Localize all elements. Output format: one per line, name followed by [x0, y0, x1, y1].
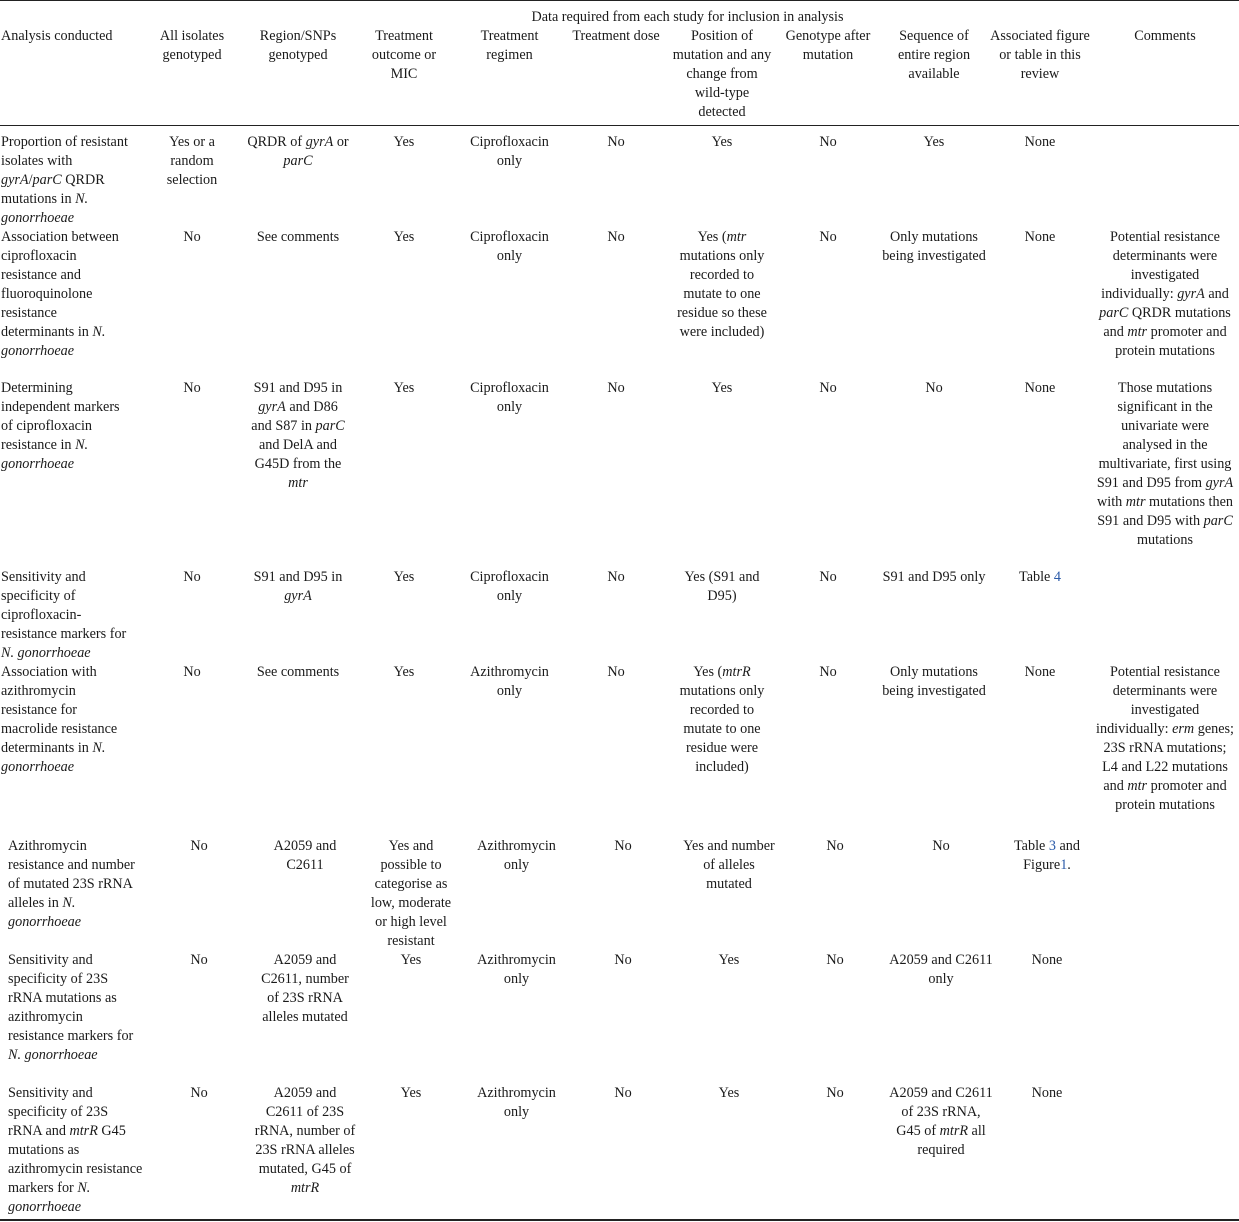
cell-comments: [1096, 228, 1234, 361]
cell-position: [672, 379, 772, 398]
sequence-text: A2059 and C2611 only: [889, 952, 993, 987]
cell-regimen: Ciprofloxacin only: [470, 380, 549, 415]
analysis-text: Azithromycin resistance and number of mutated 23S rRNA alleles in N. gonorrhoeae: [8, 838, 135, 930]
cell-position: [672, 228, 772, 342]
analysis-text: Proportion of resistant isolates with gyrA/parC QRDR mutations in N. gonorrhoeae: [1, 134, 128, 226]
header-all-isolates: All isolates genotyped: [159, 28, 225, 63]
cell-all-isolates: No: [190, 1085, 208, 1101]
cell-position: [679, 951, 779, 970]
cell-comments: [1096, 379, 1234, 550]
cell-outcome: Yes: [393, 229, 415, 245]
cell-regimen: Azithromycin only: [470, 664, 549, 699]
header-figure: Associated figure or table in this review: [990, 28, 1090, 82]
sequence-text: Only mutations being investigated: [882, 664, 986, 699]
analysis-text: Sensitivity and specificity of 23S rRNA and mtrR G45 mutations as azithromycin resistance markers for N. gonorrhoeae: [8, 1085, 143, 1215]
cell-sequence: [882, 663, 986, 701]
figure-ref-mid: and Figure: [1023, 838, 1080, 873]
cell-outcome: Yes: [393, 664, 415, 680]
position-text: Yes: [718, 952, 740, 968]
region-text: A2059 and C2611 of 23S rRNA, number of 23S rRNA alleles mutated, G45 of mtrR: [254, 1085, 356, 1196]
analysis-text: Association with azithromycin resistance for macrolide resistance determinants in N. gonorrhoeae: [1, 664, 118, 775]
cell-regimen: Azithromycin only: [477, 1085, 556, 1120]
header-comments: Comments: [1134, 28, 1196, 44]
cell-all-isolates: No: [183, 569, 201, 585]
cell-figure: None: [1024, 664, 1056, 680]
cell-sequence: [882, 568, 986, 587]
analysis-text: Sensitivity and specificity of ciprofloxacin-resistance markers for N. gonorrhoeae: [1, 569, 127, 661]
cell-position: [672, 568, 772, 606]
cell-figure: [990, 568, 1090, 587]
cell-region: [254, 837, 356, 875]
sequence-text: Only mutations being investigated: [882, 229, 986, 264]
sequence-text: S91 and D95 only: [882, 569, 986, 585]
cell-all-isolates: No: [190, 952, 208, 968]
figure-ref-prefix: Table: [1019, 569, 1051, 585]
region-text: A2059 and C2611, number of 23S rRNA alleles mutated: [261, 952, 349, 1025]
cell-analysis: [8, 1084, 143, 1217]
cell-region: [247, 663, 349, 682]
position-text: Yes (mtr mutations only recorded to mutate to one residue so these were included): [677, 229, 767, 340]
cell-analysis: [1, 379, 131, 474]
top-rule: [0, 0, 1239, 1]
cell-dose: No: [607, 569, 625, 585]
cell-genotype-after: No: [819, 664, 837, 680]
cell-outcome: Yes: [400, 952, 422, 968]
cell-sequence: [889, 1084, 993, 1160]
cell-genotype-after: No: [819, 134, 837, 150]
cell-regimen: Ciprofloxacin only: [470, 569, 549, 604]
position-text: Yes: [711, 134, 733, 150]
cell-regimen: Ciprofloxacin only: [470, 229, 549, 264]
cell-position: [672, 663, 772, 777]
sequence-text: No: [932, 838, 950, 854]
cell-regimen: Ciprofloxacin only: [470, 134, 549, 169]
cell-all-isolates: No: [183, 380, 201, 396]
cell-figure: None: [1024, 229, 1056, 245]
comments-text: Potential resistance determinants were investigated individually: gyrA and parC QRDR mutations and mtr promoter and protein mutations: [1099, 229, 1231, 359]
region-text: S91 and D95 in gyrA: [253, 569, 343, 604]
cell-outcome: Yes and possible to categorise as low, moderate or high level resistant: [370, 838, 452, 949]
table-link[interactable]: 4: [1053, 569, 1061, 585]
cell-dose: No: [614, 838, 632, 854]
region-text: S91 and D95 in gyrA and D86 and S87 in parC and DelA and G45D from the mtr: [251, 380, 345, 491]
cell-region: [247, 133, 349, 171]
header-genotype-after: Genotype after mutation: [785, 28, 871, 63]
header-sequence: Sequence of entire region available: [897, 28, 971, 82]
cell-analysis: [8, 837, 143, 932]
cell-regimen: Azithromycin only: [477, 952, 556, 987]
cell-region: [247, 568, 349, 606]
position-text: Yes and number of alleles mutated: [683, 838, 775, 892]
analysis-text: Determining independent markers of ciprofloxacin resistance in N. gonorrhoeae: [1, 380, 120, 472]
cell-regimen: Azithromycin only: [477, 838, 556, 873]
header-region: Region/SNPs genotyped: [259, 28, 337, 63]
cell-position: [679, 1084, 779, 1103]
cell-sequence: [882, 228, 986, 266]
region-text: See comments: [256, 229, 340, 245]
comments-text: Potential resistance determinants were investigated individually: erm genes; 23S rRNA mutations; L4 and L22 mutations and mtr promoter and protein mutations: [1096, 664, 1234, 813]
cell-outcome: Yes: [400, 1085, 422, 1101]
cell-dose: No: [614, 952, 632, 968]
cell-sequence: [882, 379, 986, 398]
cell-analysis: [1, 228, 133, 361]
cell-analysis: [1, 568, 133, 663]
cell-figure: [997, 837, 1097, 875]
sequence-text: A2059 and C2611 of 23S rRNA, G45 of mtrR all required: [889, 1085, 993, 1158]
cell-genotype-after: No: [819, 229, 837, 245]
cell-figure: None: [1024, 134, 1056, 150]
cell-outcome: Yes: [393, 380, 415, 396]
cell-genotype-after: No: [826, 1085, 844, 1101]
header-position: Position of mutation and any change from wild-type detected: [672, 28, 772, 120]
figure-link[interactable]: 1: [1060, 857, 1068, 873]
position-text: Yes (mtrR mutations only recorded to mutate to one residue were included): [679, 664, 765, 775]
cell-genotype-after: No: [819, 569, 837, 585]
header-spanning: Data required from each study for inclusion in analysis: [531, 9, 844, 25]
sequence-text: Yes: [923, 134, 945, 150]
bottom-rule: [0, 1219, 1239, 1221]
cell-genotype-after: No: [826, 838, 844, 854]
figure-ref-prefix: Table: [1014, 838, 1046, 854]
cell-figure: None: [1031, 1085, 1063, 1101]
sequence-text: No: [925, 380, 943, 396]
cell-all-isolates: No: [183, 664, 201, 680]
cell-sequence: [882, 133, 986, 152]
cell-dose: No: [607, 664, 625, 680]
cell-figure: None: [1024, 380, 1056, 396]
position-text: Yes (S91 and D95): [684, 569, 760, 604]
cell-all-isolates: No: [183, 229, 201, 245]
cell-dose: No: [607, 380, 625, 396]
analysis-text: Association between ciprofloxacin resistance and fluoroquinolone resistance determinants in N. gonorrhoeae: [1, 229, 119, 359]
cell-analysis: [8, 951, 140, 1065]
cell-genotype-after: No: [819, 380, 837, 396]
cell-figure: None: [1031, 952, 1063, 968]
header-outcome: Treatment outcome or MIC: [371, 28, 437, 82]
cell-all-isolates: No: [190, 838, 208, 854]
cell-dose: No: [607, 134, 625, 150]
cell-sequence: [889, 951, 993, 989]
cell-analysis: [1, 663, 133, 777]
cell-comments: [1096, 663, 1234, 815]
analysis-text: Sensitivity and specificity of 23S rRNA mutations as azithromycin resistance markers for N. gonorrhoeae: [8, 952, 134, 1063]
header-regimen: Treatment regimen: [480, 28, 539, 63]
region-text: A2059 and C2611: [273, 838, 337, 873]
cell-analysis: [1, 133, 131, 228]
cell-dose: No: [607, 229, 625, 245]
region-text: See comments: [256, 664, 340, 680]
cell-sequence: [889, 837, 993, 856]
cell-region: [247, 379, 349, 493]
cell-genotype-after: No: [826, 952, 844, 968]
header-dose: Treatment dose: [572, 28, 660, 44]
cell-position: [672, 133, 772, 152]
cell-position: [679, 837, 779, 894]
position-text: Yes: [711, 380, 733, 396]
cell-region: [254, 951, 356, 1027]
cell-dose: No: [614, 1085, 632, 1101]
comments-text: Those mutations significant in the univariate were analysed in the multivariate, first using S91 and D95 from gyrA with mtr mutations then S91 and D95 with parC mutations: [1096, 380, 1234, 548]
cell-outcome: Yes: [393, 569, 415, 585]
cell-outcome: Yes: [393, 134, 415, 150]
figure-ref-end: .: [1067, 857, 1071, 873]
table-link[interactable]: 3: [1048, 838, 1056, 854]
header-analysis: Analysis conducted: [1, 28, 113, 44]
cell-region: [247, 228, 349, 247]
region-text: QRDR of gyrA or parC: [247, 134, 349, 169]
header-rule: [0, 125, 1239, 126]
position-text: Yes: [718, 1085, 740, 1101]
cell-region: [254, 1084, 356, 1198]
cell-all-isolates: Yes or a random selection: [166, 134, 218, 188]
